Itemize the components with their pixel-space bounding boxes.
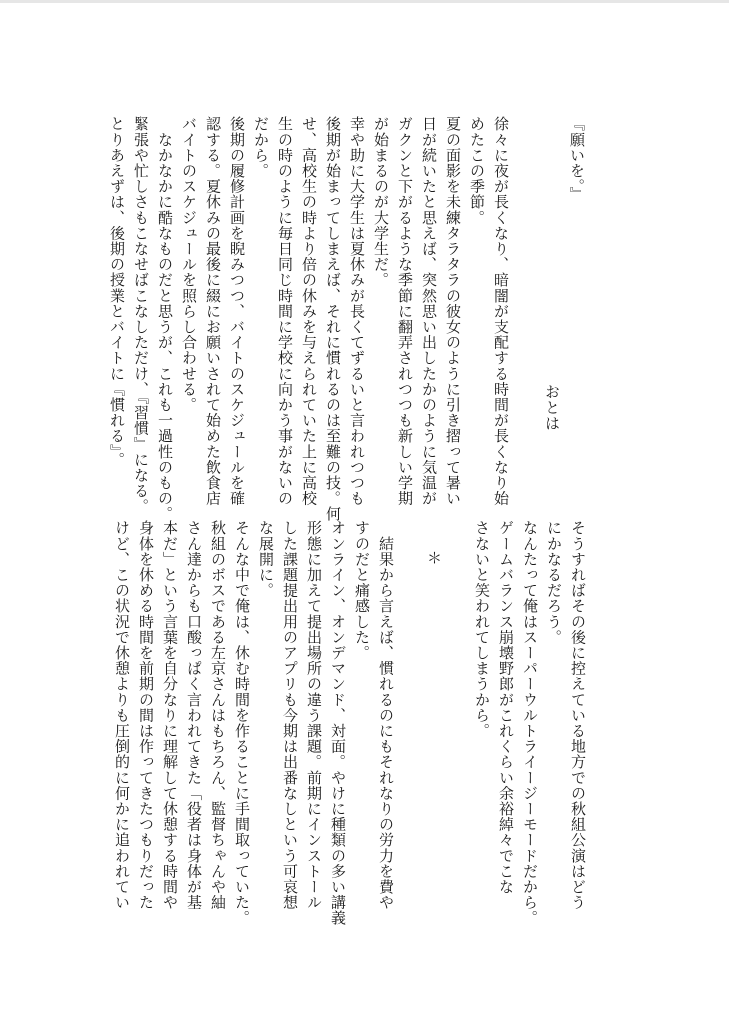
text-line: そんな中で俺は、休む時間を作ることに手間取っていた。 xyxy=(233,520,251,926)
text-line: ガクンと下がるような季節に翻弄されつつも新しい学期 xyxy=(396,116,414,506)
text-line: そうすればその後に控えている地方での秋組公演はどう xyxy=(569,520,587,910)
text-line: とりあえずは、後期の授業とバイトに『慣れる』。 xyxy=(108,116,126,468)
text-line: 徐々に夜が長くなり、暗闇が支配する時間が長くなり始 xyxy=(492,116,510,506)
text-line xyxy=(446,520,470,930)
top-border xyxy=(0,0,729,3)
text-line: 緊張や忙しさもこなせばこなしただけ、『習慣』になる。 xyxy=(132,116,150,515)
text-line: だから。 xyxy=(252,116,270,179)
text-line: ゲームバランス崩壊野郎がこれくらい余裕綽々でこな xyxy=(497,520,515,895)
text-line: さん達からも口酸っぱく言われてきた「役者は身体が基 xyxy=(185,520,203,910)
text-line: なんたって俺はスーパーウルトライージーモードだから。 xyxy=(521,520,539,926)
text-line: 後期が始まってしまえば、それに慣れるのは至難の技。何 xyxy=(324,116,342,522)
text-line: せ、高校生の時より倍の休みを与えられていた上に高校 xyxy=(300,116,318,506)
story-title: 『願いを。』 xyxy=(568,116,586,203)
author-name: おとは xyxy=(543,384,561,431)
text-line: な展開に。 xyxy=(257,520,275,598)
text-line: 認する。夏休みの最後に綴にお願いされて始めた飲食店 xyxy=(204,116,222,506)
text-line: めたこの季節。 xyxy=(468,116,486,226)
text-line: バイトのスケジュールを照らし合わせる。 xyxy=(180,116,198,413)
text-line xyxy=(398,520,422,930)
text-line: 身体を休める時間を前期の間は作ってきたつもりだった xyxy=(137,520,155,910)
text-line: オンライン、オンデマンド、対面。やけに種類の多い講義 xyxy=(329,520,347,926)
text-line: 形態に加えて提出場所の違う課題。前期にインストール xyxy=(305,520,323,910)
text-line: 後期の履修計画を睨みつつ、バイトのスケジュールを確 xyxy=(228,116,246,506)
section-break-asterisk: ＊ xyxy=(425,520,443,565)
text-line: なかなかに酷なものだと思うが、これも一過性のもの。 xyxy=(156,116,174,522)
text-line: さないと笑われてしまうから。 xyxy=(473,520,491,739)
text-line: 日が続いたと思えば、突然思い出したかのように気温が xyxy=(420,116,438,506)
text-line: が始まるのが大学生だ。 xyxy=(372,116,390,288)
text-line: 本だ」という言葉を自分なりに理解して休憩する時間や xyxy=(161,520,179,910)
text-line: 夏の面影を未練タラタラの彼女のように引き摺って暑い xyxy=(444,116,462,506)
text-line: 生の時のように毎日同じ時間に学校に向かう事がないの xyxy=(276,116,294,506)
upper-text-block xyxy=(108,116,513,522)
lower-text-block xyxy=(115,520,590,930)
text-line: 秋組のボスである左京さんはもちろん、監督ちゃんや紬 xyxy=(209,520,227,910)
text-line: した課題提出用のアプリも今期は出番なしという可哀想 xyxy=(281,520,299,910)
text-line: 結果から言えば、慣れるのにもそれなりの労力を費や xyxy=(377,520,395,910)
text-line: すのだと痛感した。 xyxy=(353,520,371,661)
text-line: 幸や助に大学生は夏休みが長くてずるいと言われつつも xyxy=(348,116,366,506)
text-line: けど、この状況で休憩よりも圧倒的に何かに追われてい xyxy=(113,520,131,910)
text-line: にかなるだろう。 xyxy=(545,520,563,645)
